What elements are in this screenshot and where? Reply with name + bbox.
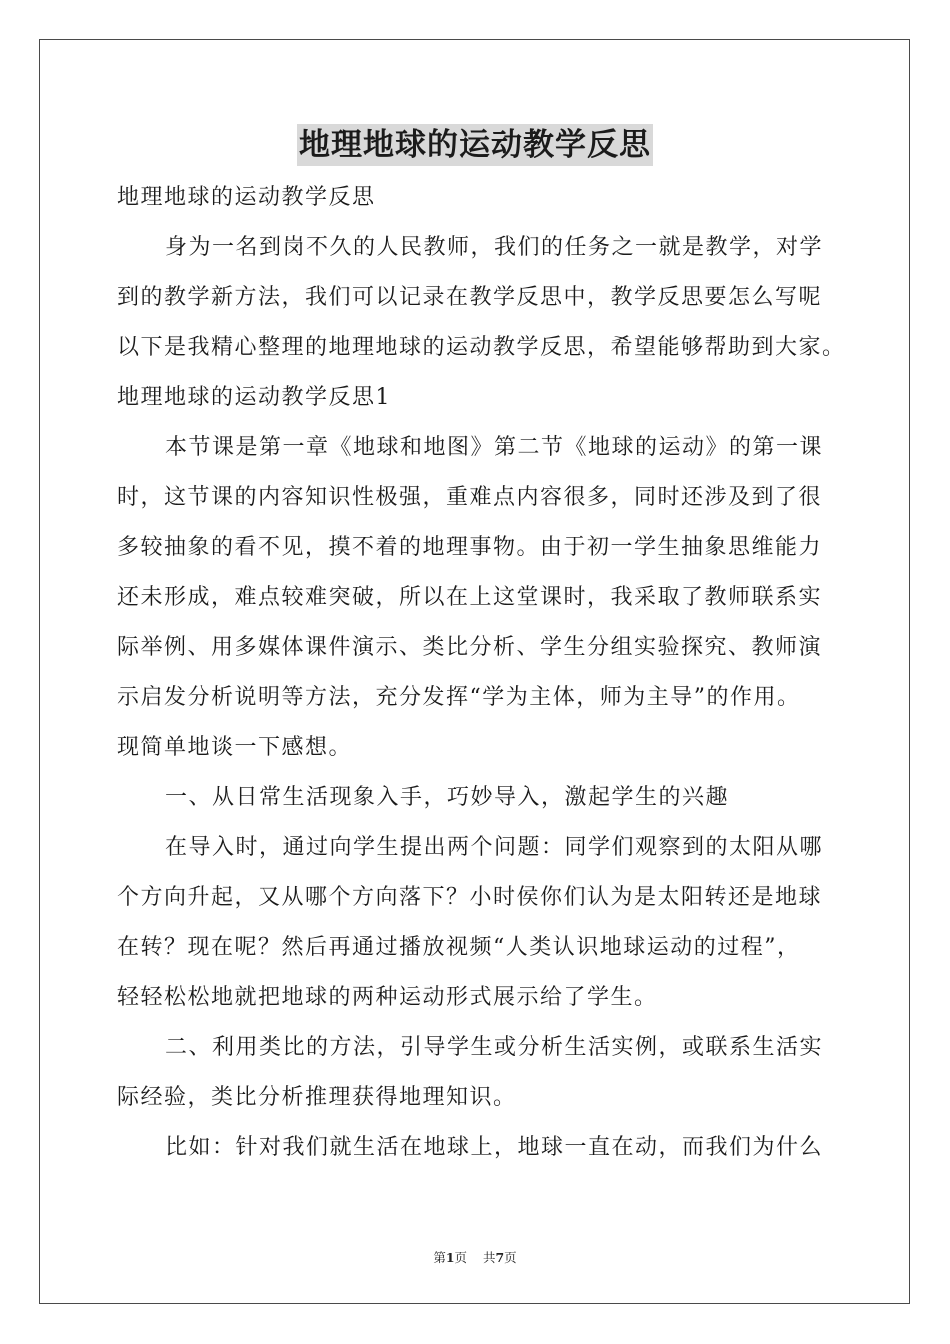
- text-line: 时，这节课的内容知识性极强，重难点内容很多，同时还涉及到了很: [117, 485, 823, 510]
- total-prefix: 共: [482, 1250, 496, 1265]
- text-line: 到的教学新方法，我们可以记录在教学反思中，教学反思要怎么写呢: [117, 285, 823, 310]
- page-prefix: 第: [433, 1250, 446, 1265]
- text-line: 地理地球的运动教学反思1: [117, 385, 391, 410]
- total-pages: 7: [495, 1250, 505, 1265]
- page-number: 1: [445, 1250, 455, 1265]
- text-line: 身为一名到岗不久的人民教师，我们的任务之一就是教学，对学: [165, 235, 824, 260]
- text-line: 还未形成，难点较难突破，所以在上这堂课时，我采取了教师联系实: [117, 585, 823, 610]
- text-line: 比如：针对我们就生活在地球上，地球一直在动，而我们为什么: [165, 1135, 824, 1160]
- text-line: 以下是我精心整理的地理地球的运动教学反思，希望能够帮助到大家。: [117, 335, 846, 360]
- text-line: 多较抽象的看不见，摸不着的地理事物。由于初一学生抽象思维能力: [117, 535, 823, 560]
- text-line: 际举例、用多媒体课件演示、类比分析、学生分组实验探究、教师演: [117, 635, 823, 660]
- text-line: 轻轻松松地就把地球的两种运动形式展示给了学生。: [117, 985, 658, 1010]
- text-line: 示启发分析说明等方法，充分发挥“学为主体，师为主导”的作用。: [117, 685, 801, 710]
- total-suffix: 页: [504, 1250, 517, 1265]
- text-line: 个方向升起，又从哪个方向落下？小时侯你们认为是太阳转还是地球: [117, 885, 823, 910]
- text-line: 在转？现在呢？然后再通过播放视频“人类认识地球运动的过程”，: [117, 935, 801, 960]
- title-container: [0, 124, 950, 166]
- text-line: 现简单地谈一下感想。: [117, 735, 353, 760]
- document-title: 地理地球的运动教学反思: [297, 124, 653, 166]
- text-line: 本节课是第一章《地球和地图》第二节《地球的运动》的第一课: [165, 435, 824, 460]
- text-line: 地理地球的运动教学反思: [117, 185, 376, 210]
- page-suffix: 页: [454, 1250, 468, 1265]
- text-line: 二、利用类比的方法，引导学生或分析生活实例，或联系生活实: [165, 1035, 824, 1060]
- page-footer: [0, 1248, 950, 1266]
- text-line: 一、从日常生活现象入手，巧妙导入，激起学生的兴趣: [165, 785, 730, 810]
- text-line: 际经验，类比分析推理获得地理知识。: [117, 1085, 517, 1110]
- document-body: [117, 173, 846, 1173]
- text-line: 在导入时，通过向学生提出两个问题：同学们观察到的太阳从哪: [165, 835, 824, 860]
